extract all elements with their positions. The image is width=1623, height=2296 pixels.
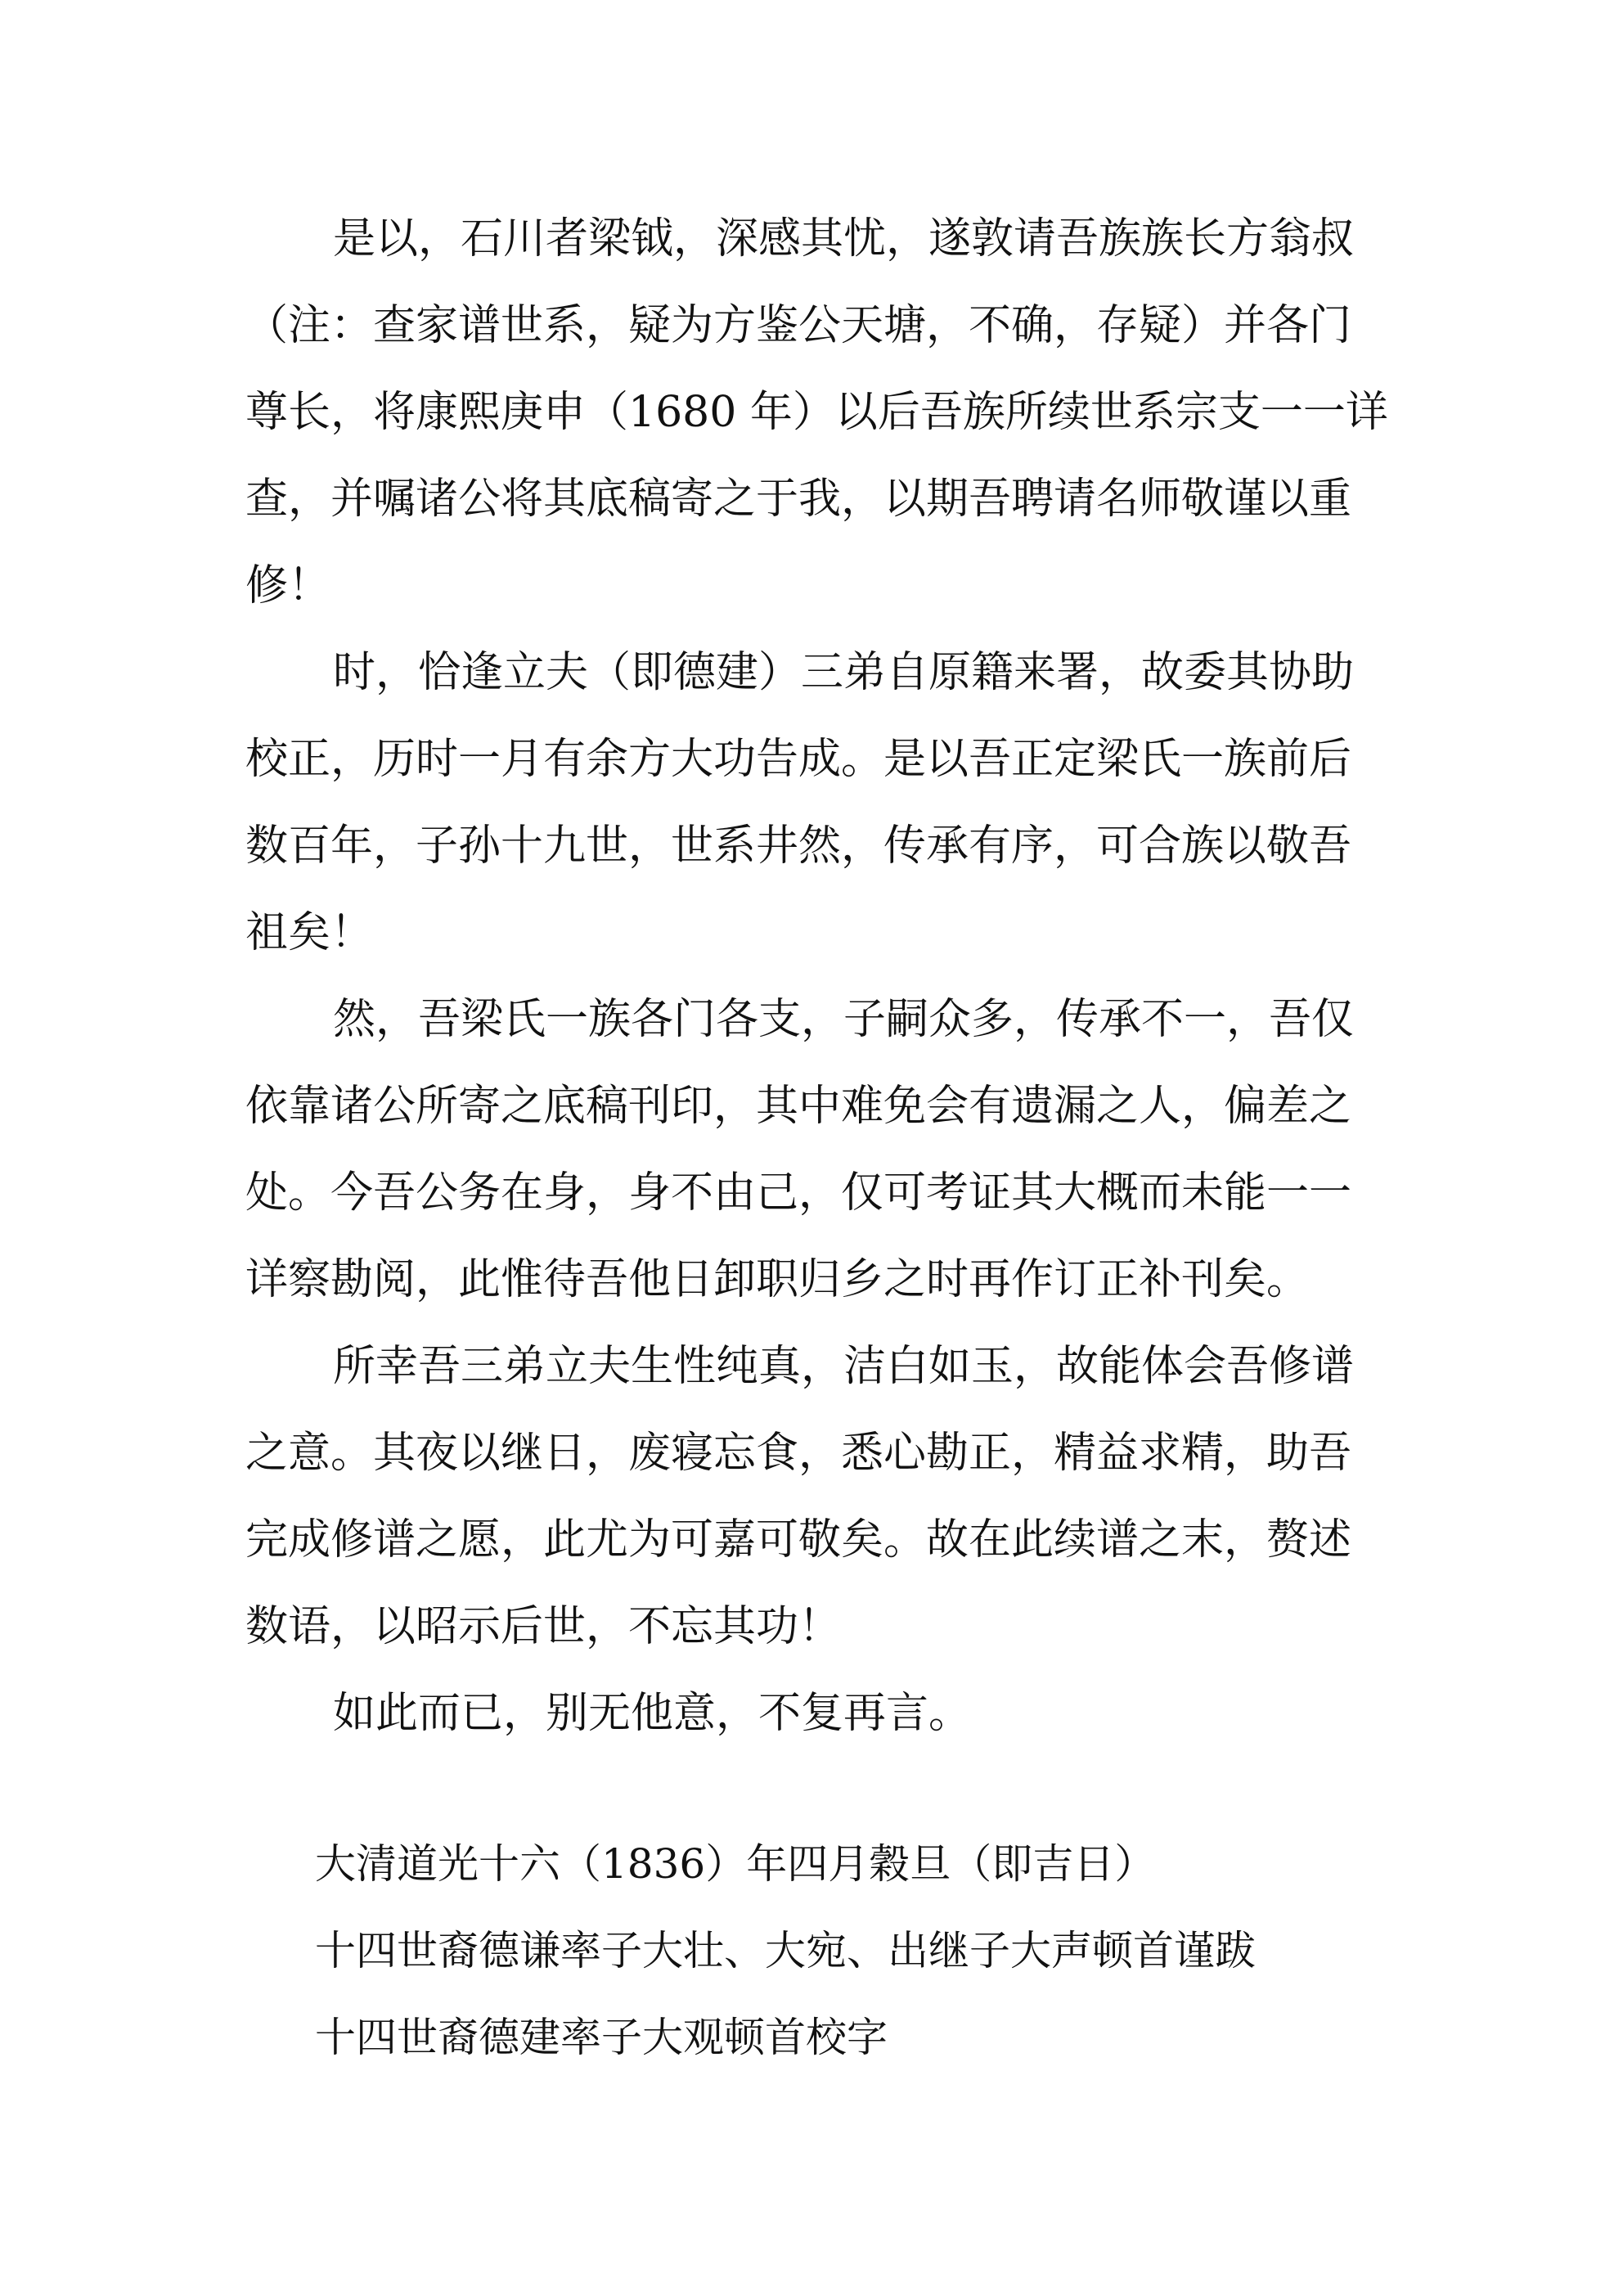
paragraph-1-line-2: （注：查家谱世系，疑为方鉴公天塘，不确，存疑）并各门 <box>245 301 1352 350</box>
paragraph-3-line-4: 详察勘阅，此惟待吾他日卸职归乡之时再作订正补刊矣。 <box>245 1255 1310 1304</box>
paragraph-4-line-1: 所幸吾三弟立夫生性纯真，洁白如玉，故能体会吾修谱 <box>333 1342 1355 1391</box>
signature-author-line: 十四世裔德谦率子大壮、大宛、出继子大声顿首谨跋 <box>315 1927 1256 1974</box>
paragraph-2-line-2: 校正，历时一月有余方大功告成。是以吾正定梁氏一族前后 <box>245 735 1352 784</box>
paragraph-3-line-1: 然，吾梁氏一族各门各支，子嗣众多，传承不一，吾仅 <box>333 995 1355 1044</box>
paragraph-1-line-5: 修！ <box>245 561 331 610</box>
paragraph-2-line-1: 时，恰逢立夫（即德建）三弟自原籍来署，故委其协助 <box>333 648 1355 697</box>
paragraph-1-line-4: 查，并嘱诸公将其底稿寄之于我，以期吾聘请名师敬谨以重 <box>245 475 1352 524</box>
paragraph-3-line-2: 依靠诸公所寄之底稿刊印，其中难免会有遗漏之人，偏差之 <box>245 1082 1352 1131</box>
paragraph-1-line-3: 尊长，将康熙庚申（1680 年）以后吾族所续世系宗支一一详 <box>245 388 1388 437</box>
signature-proofreader-line: 十四世裔德建率子大观顿首校字 <box>315 2014 888 2061</box>
paragraph-4-line-2: 之意。其夜以继日，废寝忘食，悉心勘正，精益求精，助吾 <box>245 1429 1352 1478</box>
paragraph-2-line-3: 数百年，子孙十九世，世系井然，传承有序，可合族以敬吾 <box>245 822 1352 871</box>
paragraph-1-line-1: 是以，石川者梁钺，深感其忧，遂敦请吾族族长方翁叔 <box>333 214 1355 263</box>
paragraph-5-line-1: 如此而已，别无他意，不复再言。 <box>333 1689 972 1738</box>
paragraph-4-line-3: 完成修谱之愿，此尤为可嘉可敬矣。故在此续谱之末，赘述 <box>245 1515 1352 1564</box>
paragraph-2-line-4: 祖矣！ <box>245 908 374 957</box>
signature-date: 大清道光十六（1836）年四月穀旦（即吉日） <box>315 1840 1156 1888</box>
paragraph-4-line-4: 数语，以昭示后世，不忘其功！ <box>245 1602 842 1651</box>
paragraph-3-line-3: 处。今吾公务在身，身不由己，仅可考证其大概而未能一一 <box>245 1168 1352 1218</box>
